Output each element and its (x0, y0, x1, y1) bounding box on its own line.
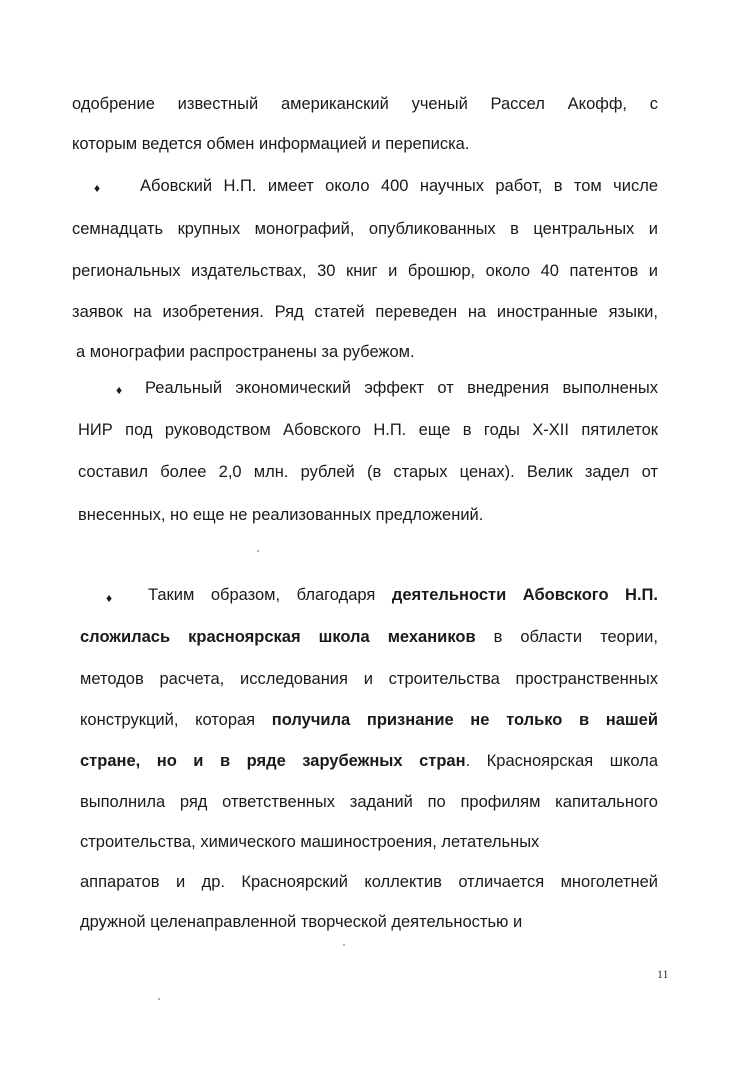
bullet-icon: ♦ (94, 181, 101, 195)
text-line: внесенных, но еще не реализованных предложений. (78, 506, 484, 524)
text-line: которым ведется обмен информацией и переписка. (72, 135, 470, 153)
text-line: Реальный экономический эффект от внедрения выполненых (145, 379, 658, 397)
text-line: а монографии распространены за рубежом. (76, 343, 415, 361)
bold-run: получила признание не только в нашей (271, 711, 658, 729)
text-line (148, 585, 658, 605)
text-line: составил более 2,0 млн. рублей (в старых ценах). Велик задел от (78, 463, 658, 481)
bold-run: деятельности Абовского Н.П. (391, 586, 658, 604)
text-line: выполнила ряд ответственных заданий по профилям капитального (80, 793, 658, 811)
text-line (80, 627, 658, 647)
bold-run: стране, но и в ряде зарубежных стран (80, 752, 466, 770)
text-line (80, 710, 658, 730)
text-run: конструкций, которая (80, 711, 272, 729)
text-line: одобрение известный американский ученый Рассел Акофф, с (72, 95, 658, 113)
text-line: региональных издательствах, 30 книг и брошюр, около 40 патентов и (72, 262, 658, 280)
text-line: НИР под руководством Абовского Н.П. еще в годы X-XII пятилеток (78, 421, 658, 439)
text-run: Таким образом, благодаря (148, 586, 392, 604)
scan-speck (343, 944, 345, 946)
text-line: строительства, химического машиностроения, летательных (80, 833, 540, 851)
text-line: семнадцать крупных монографий, опубликованных в центральных и (72, 220, 658, 238)
text-line: заявок на изобретения. Ряд статей переведен на иностранные языки, (72, 303, 658, 321)
bold-run: сложилась красноярская школа механиков (80, 628, 476, 646)
page-number: 11 (657, 967, 669, 981)
bullet-icon: ♦ (116, 383, 123, 397)
scan-speck (257, 550, 259, 552)
text-line: методов расчета, исследования и строительства пространственных (80, 670, 658, 688)
text-line (80, 751, 658, 771)
text-line: Абовский Н.П. имеет около 400 научных работ, в том числе (140, 177, 658, 195)
text-line: аппаратов и др. Красноярский коллектив отличается многолетней (80, 873, 658, 891)
bullet-icon: ♦ (106, 591, 113, 605)
text-run: в области теории, (475, 628, 658, 646)
text-run: . Красноярская школа (465, 752, 658, 770)
scan-speck (158, 998, 160, 1000)
text-line: дружной целенаправленной творческой деятельностью и (80, 913, 523, 931)
